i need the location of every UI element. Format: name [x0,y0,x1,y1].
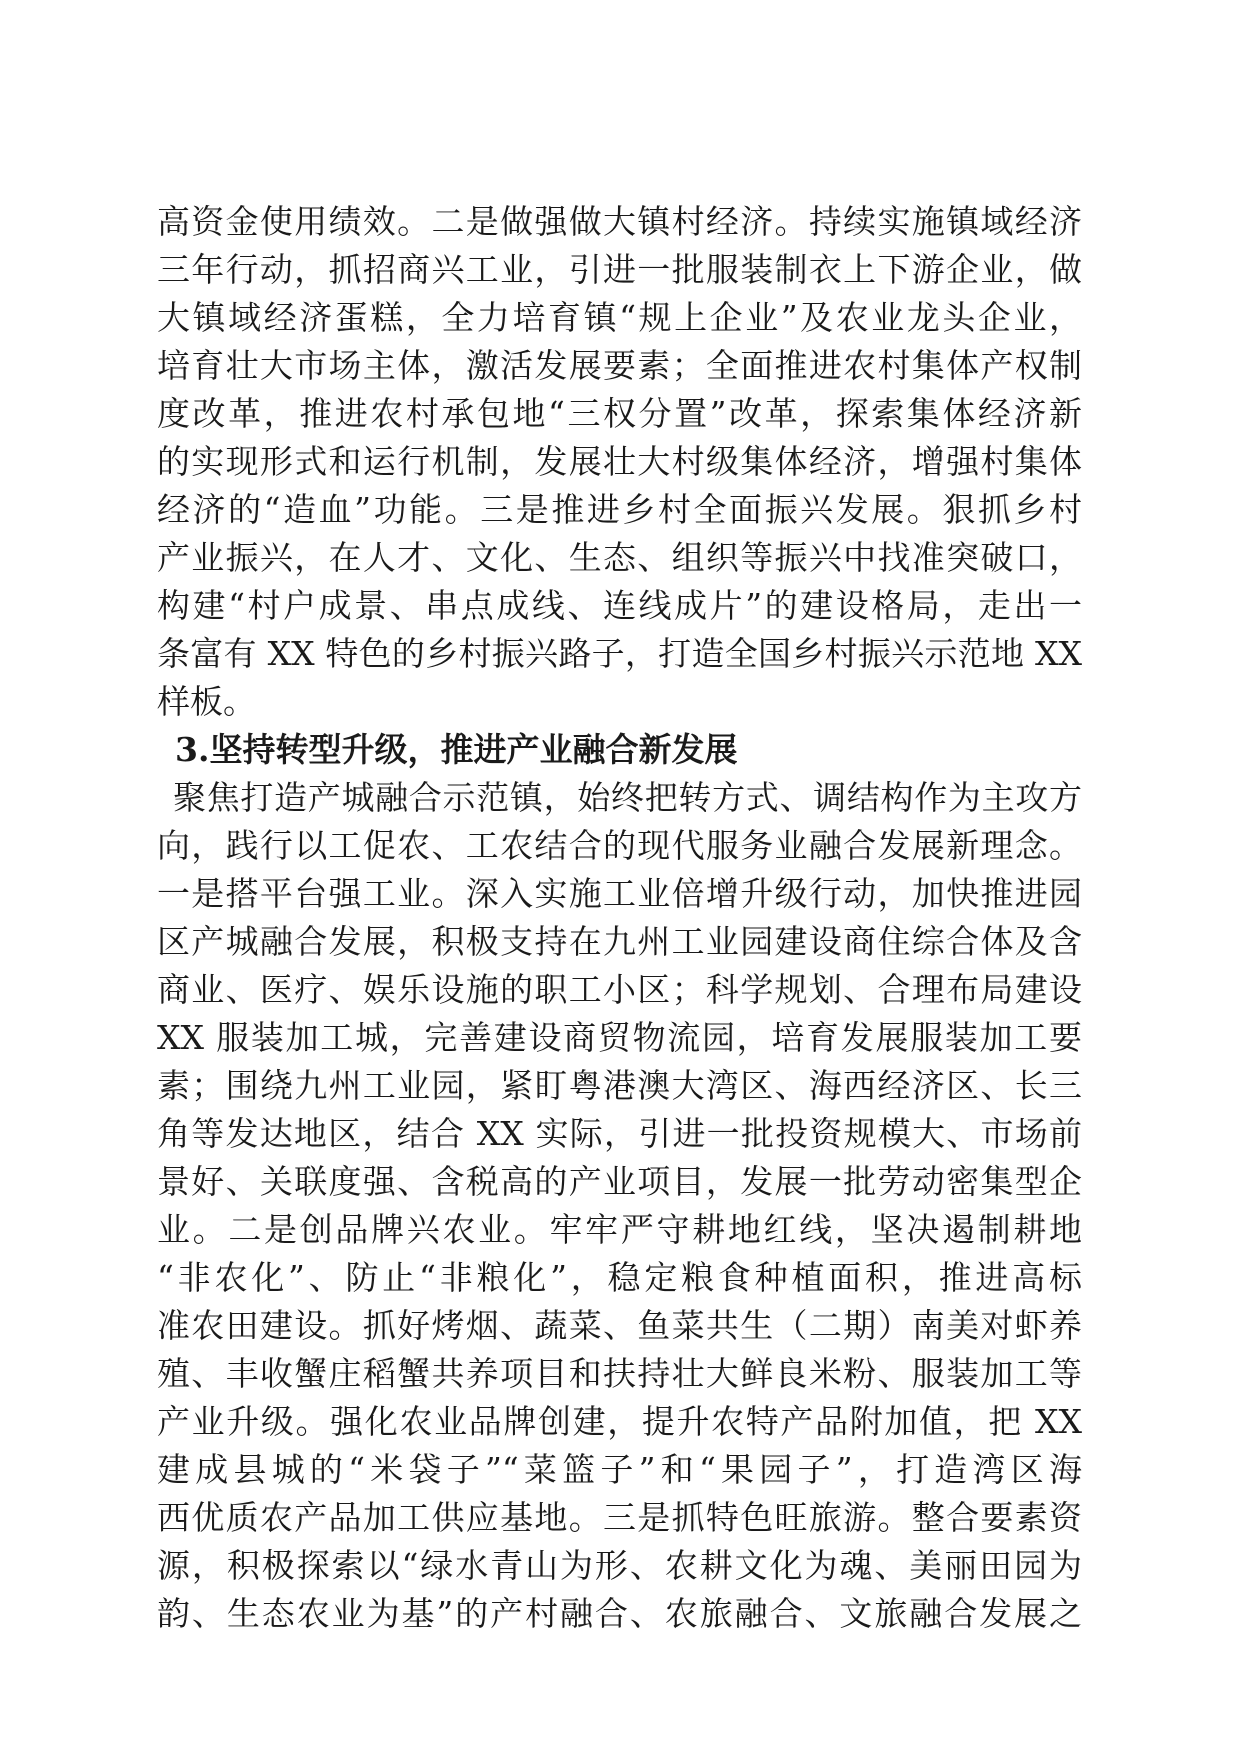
text-line: 源，积极探索以“绿水青山为形、农耕文化为魂、美丽田园为 [157,1546,1082,1585]
text-line: 经济的“造血”功能。三是推进乡村全面振兴发展。狠抓乡村 [157,490,1082,529]
text-line: 殖、丰收蟹庄稻蟹共养项目和扶持壮大鲜良米粉、服装加工等 [157,1354,1082,1393]
paragraph-section-3 [157,774,1082,1638]
text-line: 三年行动，抓招商兴工业，引进一批服装制衣上下游企业，做 [157,250,1082,289]
text-line: 向，践行以工促农、工农结合的现代服务业融合发展新理念。 [157,826,1082,865]
text-line: 培育壮大市场主体，激活发展要素；全面推进农村集体产权制 [157,346,1082,385]
text-line: 样板。 [157,682,256,721]
text-line: 大镇域经济蛋糕，全力培育镇“规上企业”及农业龙头企业， [157,298,1082,337]
text-line: 产业升级。强化农业品牌创建，提升农特产品附加值，把 XX [157,1402,1082,1441]
text-line: 商业、医疗、娱乐设施的职工小区；科学规划、合理布局建设 [157,970,1082,1009]
text-line: 构建“村户成景、串点成线、连线成片”的建设格局，走出一 [157,586,1082,625]
text-line: 条富有 XX 特色的乡村振兴路子，打造全国乡村振兴示范地 XX [157,634,1082,673]
text-line: 素；围绕九州工业园，紧盯粤港澳大湾区、海西经济区、长三 [157,1066,1082,1105]
text-line: 聚焦打造产城融合示范镇，始终把转方式、调结构作为主攻方 [173,778,1082,817]
text-line: 景好、关联度强、含税高的产业项目，发展一批劳动密集型企 [157,1162,1082,1201]
text-line: 准农田建设。抓好烤烟、蔬菜、鱼菜共生（二期）南美对虾养 [157,1306,1082,1345]
text-line: 业。二是创品牌兴农业。牢牢严守耕地红线，坚决遏制耕地 [157,1210,1082,1249]
text-line: 西优质农产品加工供应基地。三是抓特色旺旅游。整合要素资 [157,1498,1082,1537]
text-line: 的实现形式和运行机制，发展壮大村级集体经济，增强村集体 [157,442,1082,481]
document-body [157,198,1082,1638]
text-line: 建成县城的“米袋子”“菜篮子”和“果园子”，打造湾区海 [157,1450,1082,1489]
text-line: 区产城融合发展，积极支持在九州工业园建设商住综合体及含 [157,922,1082,961]
text-line: 产业振兴，在人才、文化、生态、组织等振兴中找准突破口， [157,538,1082,577]
paragraph-continuation [157,198,1082,726]
text-line: 一是搭平台强工业。深入实施工业倍增升级行动，加快推进园 [157,874,1082,913]
text-line: 角等发达地区，结合 XX 实际，引进一批投资规模大、市场前 [157,1114,1082,1153]
text-line: XX 服装加工城，完善建设商贸物流园，培育发展服装加工要 [157,1018,1082,1057]
text-line: “非农化”、防止“非粮化”，稳定粮食种植面积，推进高标 [157,1258,1082,1297]
section-heading: 3.坚持转型升级，推进产业融合新发展 [175,730,738,769]
text-line: 韵、生态农业为基”的产村融合、农旅融合、文旅融合发展之 [157,1594,1082,1633]
text-line: 度改革，推进农村承包地“三权分置”改革，探索集体经济新 [157,394,1082,433]
text-line: 高资金使用绩效。二是做强做大镇村经济。持续实施镇域经济 [157,202,1082,241]
